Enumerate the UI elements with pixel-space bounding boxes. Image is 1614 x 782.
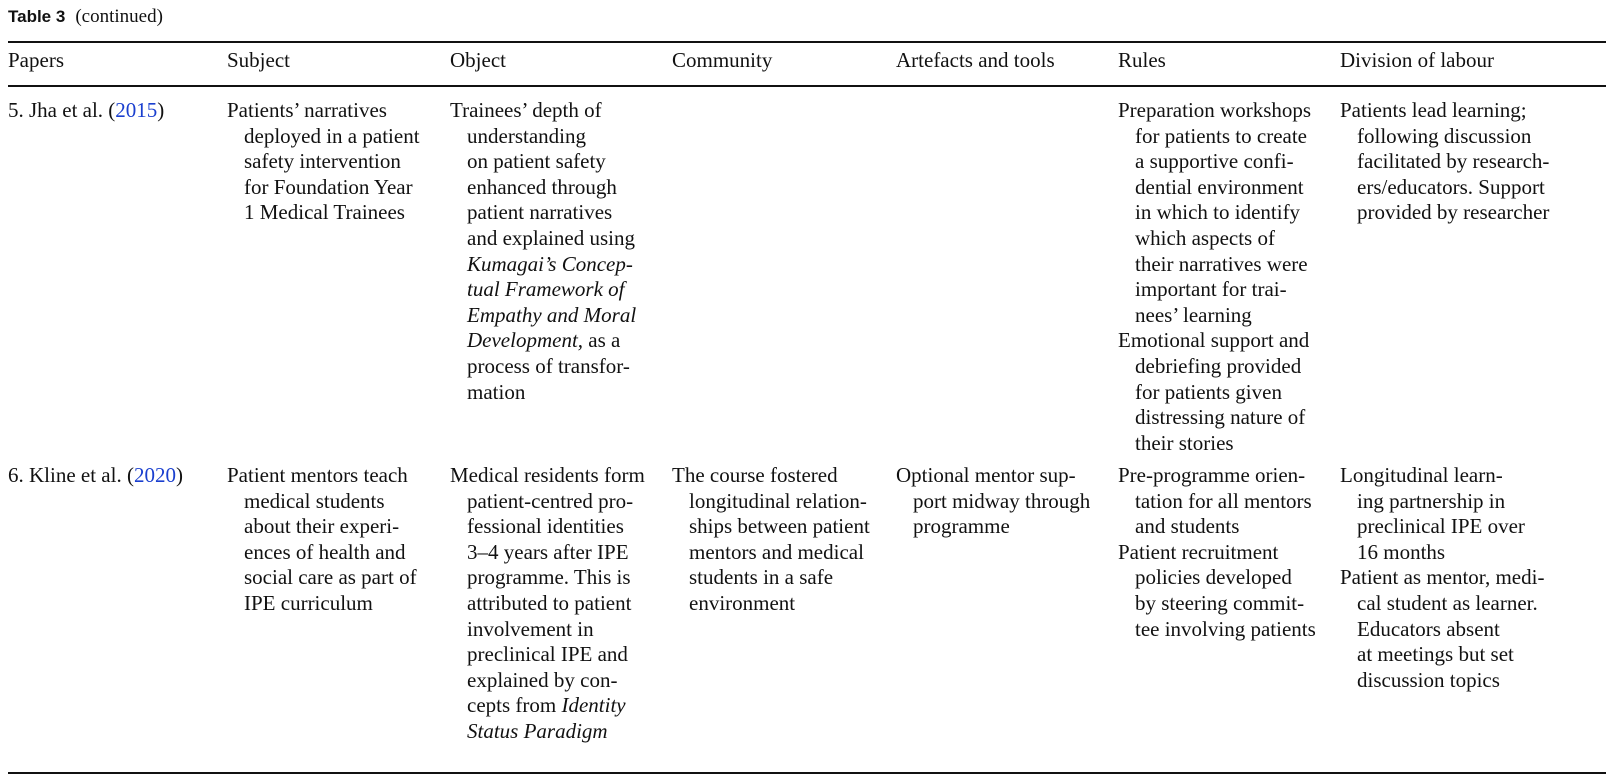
cell-line: Patients’ narratives	[227, 98, 387, 122]
header-bottom-rule	[8, 85, 1606, 87]
cell-line: provided by researcher	[1357, 200, 1550, 225]
cell-line: discussion topics	[1357, 667, 1500, 692]
cell-line: Patients lead learning;	[1340, 98, 1527, 122]
cell-line: cal student as learner.	[1357, 590, 1538, 615]
cell-line: nees’ learning	[1135, 302, 1252, 327]
cell-line: patient narratives	[467, 200, 613, 225]
cell-line: programme	[913, 514, 1010, 539]
cell-line: mation	[467, 379, 526, 404]
cell-line: Educators absent	[1357, 616, 1500, 641]
cell-text: as a	[583, 328, 621, 353]
cell-line: for patients to create	[1135, 123, 1307, 148]
table-row-6-community	[672, 463, 870, 617]
cell-line: preclinical IPE over	[1357, 514, 1525, 539]
column-header-subject: Subject	[227, 48, 290, 72]
table-top-rule	[8, 41, 1606, 43]
cell-line: Longitudinal learn-	[1340, 463, 1503, 487]
cell-line: port midway through	[913, 488, 1091, 513]
cell-line-italic: Kumagai’s Concep-	[467, 251, 633, 276]
cell-line: enhanced through	[467, 174, 617, 199]
cell-line-italic: Status Paradigm	[467, 718, 608, 743]
cell-line: their stories	[1135, 430, 1234, 455]
cell-line: for patients given	[1135, 379, 1282, 404]
cell-line: The course fostered	[672, 463, 838, 487]
table-bottom-rule	[8, 772, 1606, 774]
table-row-5-subject	[227, 98, 420, 226]
column-header-rules: Rules	[1118, 48, 1166, 72]
cell-line: Medical residents form	[450, 463, 645, 487]
cell-line: attributed to patient	[467, 590, 632, 615]
cell-line: Pre-programme orien-	[1118, 463, 1306, 487]
paper-suffix: )	[175, 463, 183, 487]
cell-line: longitudinal relation-	[689, 488, 867, 513]
cell-text: cepts from	[467, 693, 562, 718]
cell-line: dential environment	[1135, 174, 1304, 199]
table-caption-text: (continued)	[75, 6, 163, 27]
cell-line-italic: Empathy and Moral	[467, 302, 637, 327]
cell-line: understanding	[467, 123, 586, 148]
cell-line: 1 Medical Trainees	[244, 200, 405, 225]
cell-line: and students	[1135, 514, 1240, 539]
cell-line: ers/educators. Support	[1357, 174, 1545, 199]
cell-line: safety intervention	[244, 149, 401, 174]
citation-year-link[interactable]: 2015	[115, 98, 158, 122]
cell-line: debriefing provided	[1135, 353, 1302, 378]
cell-line: by steering commit-	[1135, 590, 1305, 615]
paper-author: 5. Jha et al. (	[8, 98, 116, 122]
table-row-5-object	[450, 98, 636, 405]
cell-line: Patient recruitment	[1118, 539, 1279, 564]
table-caption	[8, 5, 163, 29]
cell-line: ing partnership in	[1357, 488, 1506, 513]
cell-line: deployed in a patient	[244, 123, 420, 148]
column-header-division: Division of labour	[1340, 48, 1494, 72]
cell-line: explained by con-	[467, 667, 618, 692]
cell-line: Preparation workshops	[1118, 98, 1312, 122]
cell-line: medical students	[244, 488, 385, 513]
cell-line: which aspects of	[1135, 225, 1275, 250]
paper-suffix: )	[157, 98, 165, 122]
cell-line: in which to identify	[1135, 200, 1301, 225]
table-row-6-rules	[1118, 463, 1316, 642]
cell-line: 3–4 years after IPE	[467, 539, 629, 564]
cell-line: preclinical IPE and	[467, 642, 628, 667]
cell-line: at meetings but set	[1357, 642, 1514, 667]
cell-line: programme. This is	[467, 565, 631, 590]
cell-line: facilitated by research-	[1357, 149, 1550, 174]
cell-line: about their experi-	[244, 514, 400, 539]
cell-line: important for trai-	[1135, 277, 1287, 302]
cell-line: tee involving patients	[1135, 616, 1316, 641]
table-row-6-artefacts	[896, 463, 1090, 540]
cell-line: ences of health and	[244, 539, 406, 564]
paper-author: 6. Kline et al. (	[8, 463, 134, 487]
cell-line: Optional mentor sup-	[896, 463, 1076, 487]
table-row-6-object	[450, 463, 645, 745]
column-header-artefacts: Artefacts and tools	[896, 48, 1055, 72]
cell-line: social care as part of	[244, 565, 417, 590]
cell-line: following discussion	[1357, 123, 1532, 148]
table-row-6-paper	[8, 463, 183, 489]
cell-line: process of transfor-	[467, 353, 630, 378]
cell-line: for Foundation Year	[244, 174, 413, 199]
cell-line: 16 months	[1357, 539, 1446, 564]
cell-line: patient-centred pro-	[467, 488, 634, 513]
cell-line: environment	[689, 590, 796, 615]
cell-line: policies developed	[1135, 565, 1292, 590]
cell-line: involvement in	[467, 616, 594, 641]
cell-line: Patient mentors teach	[227, 463, 408, 487]
cell-line: Trainees’ depth of	[450, 98, 602, 122]
cell-line: ships between patient	[689, 514, 870, 539]
cell-line-italic: tual Framework of	[467, 277, 625, 302]
cell-text-italic: Identity	[561, 693, 626, 718]
cell-text-italic: Development,	[467, 328, 584, 353]
table-row-5-rules	[1118, 98, 1311, 456]
column-header-object: Object	[450, 48, 506, 72]
table-row-5-paper	[8, 98, 164, 124]
cell-line: tation for all mentors	[1135, 488, 1312, 513]
cell-line: IPE curriculum	[244, 590, 373, 615]
column-header-community: Community	[672, 48, 773, 72]
column-header-papers: Papers	[8, 48, 64, 72]
cell-line: and explained using	[467, 225, 635, 250]
table-row-6-subject	[227, 463, 417, 617]
cell-line: students in a safe	[689, 565, 834, 590]
cell-line: on patient safety	[467, 149, 606, 174]
cell-line: a supportive confi-	[1135, 149, 1294, 174]
cell-line: their narratives were	[1135, 251, 1308, 276]
cell-line: distressing nature of	[1135, 405, 1306, 430]
cell-line: fessional identities	[467, 514, 624, 539]
cell-line: mentors and medical	[689, 539, 864, 564]
table-row-5-division	[1340, 98, 1549, 226]
cell-line: Patient as mentor, medi-	[1340, 565, 1545, 590]
citation-year-link[interactable]: 2020	[133, 463, 176, 487]
table-label: Table 3	[8, 7, 66, 26]
cell-line: Emotional support and	[1118, 328, 1310, 353]
table-row-6-division	[1340, 463, 1544, 693]
